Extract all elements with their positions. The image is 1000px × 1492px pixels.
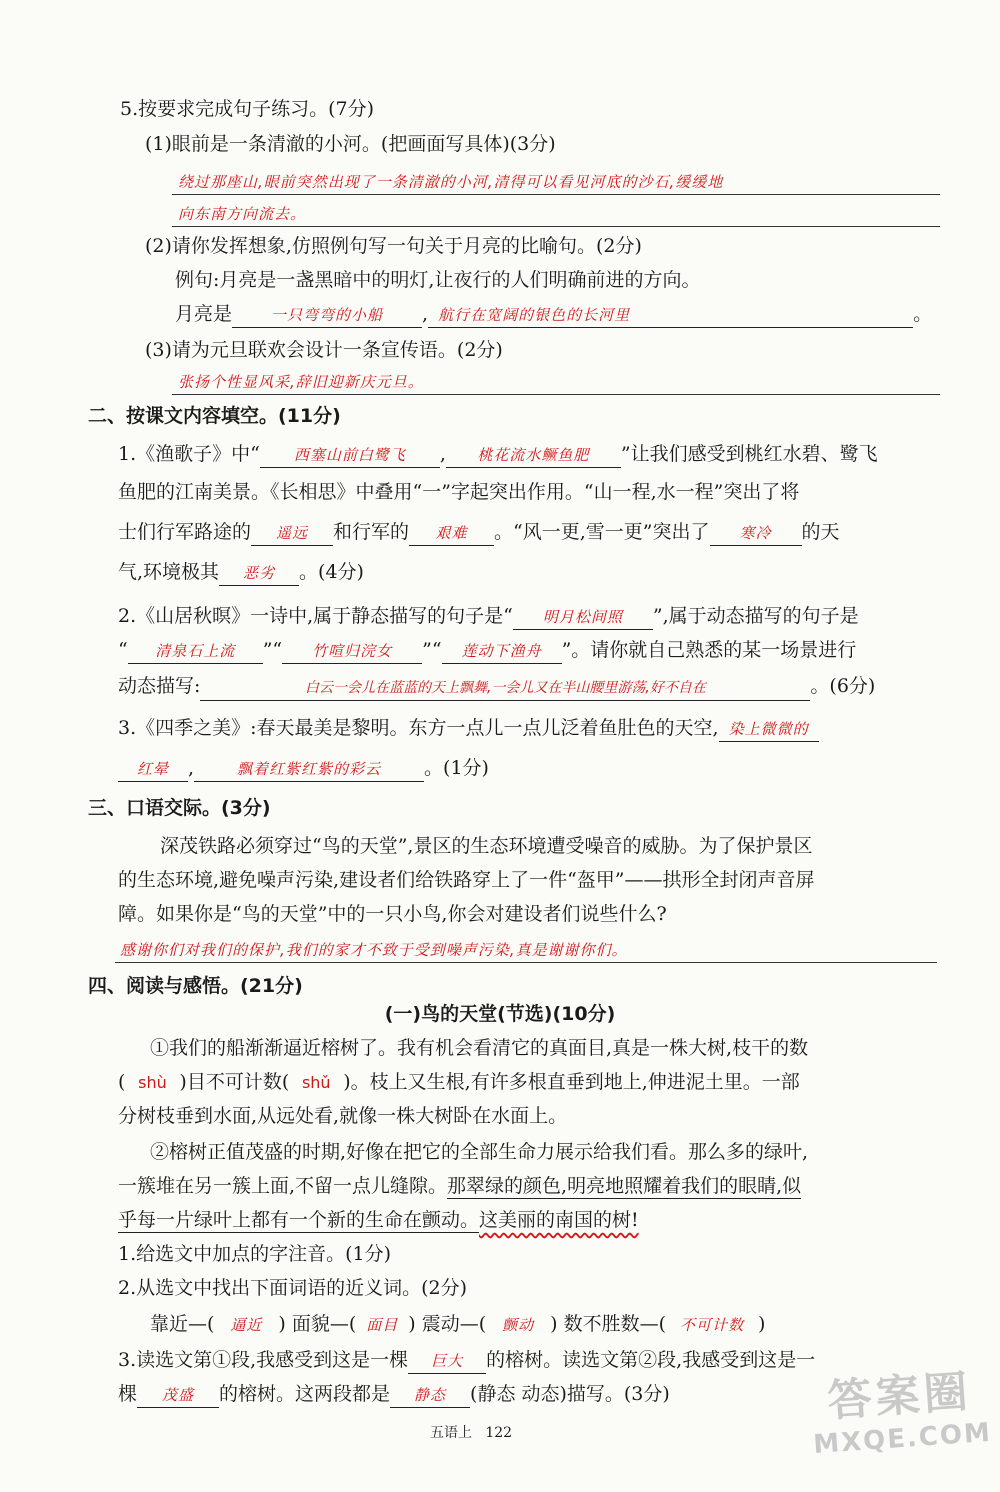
fill-text: )	[758, 1313, 766, 1335]
fill-text: ) 数不胜数—(	[550, 1313, 667, 1335]
s3-passage-line2: 的生态环境,避免噪声污染,建设者们给铁路穿上了一件“盔甲”——拱形全封闭声音屏	[118, 869, 815, 891]
s2-item3-line2	[118, 754, 489, 782]
fill-answer: 明月松间照	[513, 605, 653, 630]
s4-q3-line1	[118, 1346, 815, 1374]
q5-part3-prompt: (3)请为元旦联欢会设计一条宣传语。(2分)	[145, 339, 503, 361]
answer-rule	[115, 962, 937, 963]
s2-item1-line2: 鱼肥的江南美景。《长相思》中叠用“一”字起突出作用。“山一程,水一程”突出了将	[118, 481, 800, 503]
answer-rule	[172, 226, 940, 227]
s2-item2-line2	[118, 636, 856, 664]
fill-text: 月亮是	[175, 303, 233, 325]
s2-item3-line1	[118, 714, 819, 742]
s2-item1-line3	[118, 518, 840, 546]
fill-text: 3.《四季之美》:春天最美是黎明。东方一点儿一点儿泛着鱼肚色的天空,	[118, 717, 719, 739]
watermark-logo	[808, 1354, 993, 1460]
underlined-sentence: 乎每一片绿叶上都有一个新的生命在颤动。	[118, 1209, 480, 1231]
s2-item2-line3	[118, 672, 875, 701]
s3-answer: 感谢你们对我们的保护,我们的家才不致于受到噪声污染,真是谢谢你们。	[120, 941, 628, 959]
q5-part1-prompt: (1)眼前是一条清澈的小河。(把画面写具体)(3分)	[145, 133, 556, 155]
fill-text: 的天	[801, 521, 840, 543]
fill-answer: 不可计数	[680, 1316, 745, 1334]
fill-text: ”,属于动态描写的句子是	[652, 605, 859, 627]
fill-text: 。(4分)	[299, 561, 364, 583]
q5-part1-answer-line2: 向东南方向流去。	[178, 205, 307, 223]
fill-text: 气,环境极其	[118, 561, 220, 583]
s3-passage-line3: 障。如果你是“鸟的天堂”中的一只小鸟,你会对建设者们说些什么?	[118, 903, 667, 925]
section-2-title: 二、按课文内容填空。(11分)	[88, 405, 341, 427]
pinyin-answer: shù	[138, 1073, 167, 1092]
s3-passage-line1: 深茂铁路必须穿过“鸟的天堂”,景区的生态环境遭受噪音的威胁。为了保护景区	[160, 835, 813, 857]
fill-answer: 染上微微的	[719, 717, 819, 742]
fill-answer: 飘着红紫红紫的彩云	[194, 757, 424, 782]
fill-text: ”“	[262, 639, 283, 661]
fill-text: ,	[422, 303, 429, 325]
underlined-sentence: 那翠绿的颜色,明亮地照耀着我们的眼睛,似	[447, 1175, 802, 1197]
q5-part2-prompt: (2)请你发挥想象,仿照例句写一句关于月亮的比喻句。(2分)	[145, 235, 642, 257]
fill-text: ”让我们感受到桃红水碧、鹭飞	[620, 443, 878, 465]
page-number: 122	[485, 1425, 513, 1441]
fill-text: 的榕树。读选文第②段,我感受到这是一	[486, 1349, 816, 1371]
fill-text: 。“风一更,雪一更”突出了	[494, 521, 710, 543]
s2-item2-line1	[118, 602, 859, 630]
fill-text: ”。请你就自己熟悉的某一场景进行	[561, 639, 857, 661]
page-footer	[430, 1422, 512, 1442]
fill-text: 士们行军路途的	[118, 521, 252, 543]
q5-part1-answer-line1: 绕过那座山,眼前突然出现了一条清澈的小河,清得可以看见河底的沙石,缓缓地	[178, 173, 724, 191]
s4-para2-line3	[118, 1206, 639, 1234]
fill-text: 3.读选文第①段,我感受到这是一棵	[118, 1349, 409, 1371]
s4-q3-line2	[118, 1380, 670, 1408]
fill-text: (	[118, 1071, 126, 1093]
fill-answer: 面目	[366, 1316, 399, 1334]
fill-answer: 一只弯弯的小船	[232, 303, 422, 328]
answer-rule	[172, 194, 940, 195]
fill-answer: 逼近	[230, 1316, 263, 1334]
fill-text: )。枝上又生根,有许多根直垂到地上,伸进泥土里。一部	[343, 1071, 800, 1093]
fill-text: 。(6分)	[810, 675, 876, 697]
s4-para2-line1: ②榕树正值茂盛的时期,好像在把它的全部生命力展示给我们看。那么多的绿叶,	[150, 1141, 809, 1163]
fill-text: 棵	[118, 1383, 138, 1405]
fill-text: 。(1分)	[424, 757, 489, 779]
fill-text: 1.《渔歌子》中“	[118, 443, 260, 465]
passage-title: (一)鸟的天堂(节选)(10分)	[384, 1003, 616, 1025]
fill-text: 动态描写:	[118, 675, 201, 697]
fill-answer: 静态	[390, 1383, 470, 1408]
fill-text: ,	[439, 443, 446, 465]
fill-text: ,	[188, 757, 195, 779]
fill-text: “	[118, 639, 128, 661]
fill-text: 一簇堆在另一簇上面,不留一点儿缝隙。	[118, 1175, 448, 1197]
s4-q2: 2.从选文中找出下面词语的近义词。(2分)	[118, 1277, 468, 1299]
watermark-title: 答案圈	[826, 1366, 974, 1427]
fill-text: ) 震动—(	[408, 1313, 487, 1335]
pinyin-answer: shǔ	[301, 1073, 331, 1092]
fill-answer: 遥远	[251, 521, 333, 546]
fill-answer: 西塞山前白鹭飞	[260, 443, 440, 468]
fill-answer: 巨大	[408, 1349, 486, 1374]
q5-title: 5.按要求完成句子练习。(7分)	[120, 98, 375, 120]
s4-para1-line3: 分树枝垂到水面,从远处看,就像一株大树卧在水面上。	[118, 1105, 568, 1127]
s4-q1: 1.给选文中加点的字注音。(1分)	[118, 1243, 392, 1265]
section-4-title: 四、阅读与感悟。(21分)	[88, 975, 303, 997]
fill-text: 的榕树。这两段都是	[219, 1383, 391, 1405]
q5-part3-answer: 张扬个性显风采,辞旧迎新庆元旦。	[178, 373, 424, 391]
fill-text: 。	[913, 303, 933, 325]
s4-para1-line1: ①我们的船渐渐逼近榕树了。我有机会看清它的真面目,真是一株大树,枝干的数	[150, 1037, 809, 1059]
s4-para1-line2	[118, 1068, 800, 1097]
s4-q2-answers	[150, 1310, 765, 1339]
fill-answer: 颤动	[502, 1316, 535, 1334]
fill-text: ) 面貌—(	[278, 1313, 357, 1335]
fill-answer: 红晕	[118, 757, 188, 782]
fill-answer: 莲动下渔舟	[442, 639, 562, 664]
fill-answer: 桃花流水鳜鱼肥	[446, 443, 621, 468]
section-3-title: 三、口语交际。(3分)	[88, 797, 271, 819]
fill-text: ”“	[422, 639, 442, 661]
footer-label: 五语上	[430, 1425, 472, 1441]
fill-text: 和行军的	[333, 521, 410, 543]
s4-para2-line2	[118, 1172, 801, 1200]
fill-answer: 恶劣	[219, 561, 299, 586]
fill-answer: 白云一会儿在蓝蓝的天上飘舞,一会儿又在半山腰里游荡,好不自在	[200, 676, 810, 701]
fill-text: (静态 动态)描写。(3分)	[470, 1383, 670, 1405]
fill-answer: 航行在宽阔的银色的长河里	[428, 303, 913, 328]
fill-answer: 竹喧归浣女	[282, 639, 422, 664]
fill-answer: 清泉石上流	[128, 639, 263, 664]
wavy-underlined-sentence: 这美丽的南国的树!	[479, 1209, 639, 1231]
s2-item1-line4	[118, 558, 364, 586]
q5-part2-example: 例句:月亮是一盏黑暗中的明灯,让夜行的人们明确前进的方向。	[175, 269, 701, 291]
watermark-url: MXQE.COM	[812, 1417, 994, 1461]
answer-rule	[172, 394, 940, 395]
fill-text: 2.《山居秋暝》一诗中,属于静态描写的句子是“	[118, 605, 513, 627]
fill-answer: 寒冷	[710, 521, 802, 546]
fill-text: )目不可计数(	[179, 1071, 290, 1093]
fill-text: 靠近—(	[150, 1313, 215, 1335]
s2-item1-line1	[118, 440, 878, 468]
fill-answer: 艰难	[409, 521, 494, 546]
q5-part2-fill-line	[175, 300, 932, 328]
fill-answer: 茂盛	[137, 1383, 219, 1408]
